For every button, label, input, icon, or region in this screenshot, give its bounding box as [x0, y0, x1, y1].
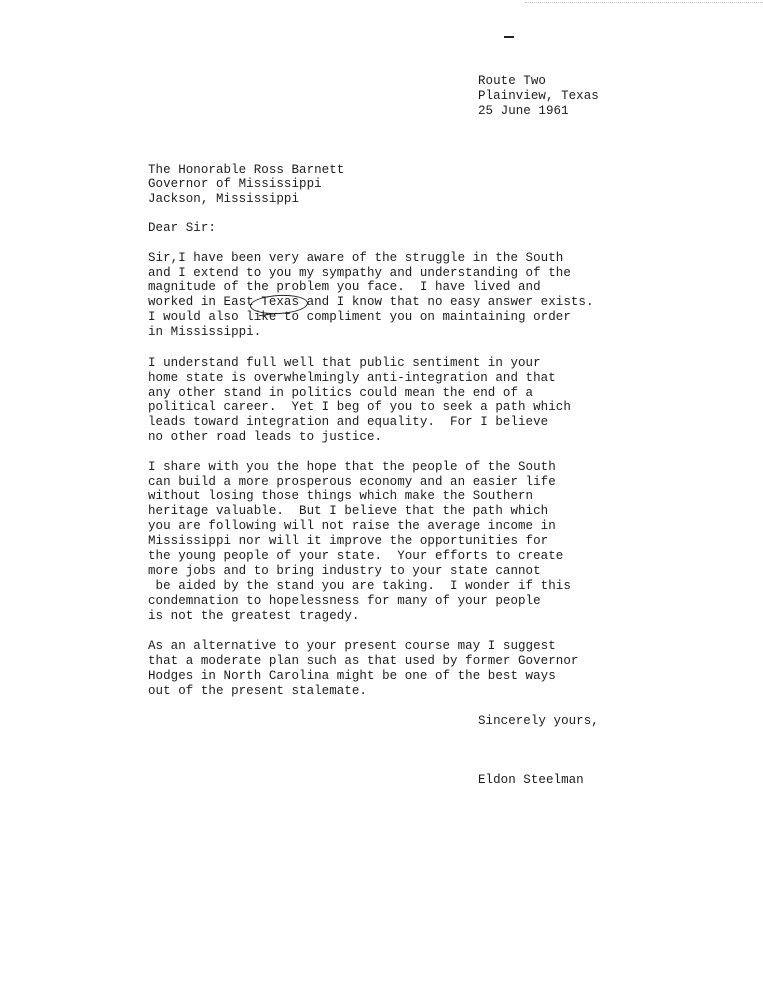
paragraph-4-line: As an alternative to your present course may I suggest [148, 639, 556, 653]
recipient-title: Governor of Mississippi [148, 177, 322, 191]
return-address-line1: Route Two [478, 74, 546, 88]
recipient-name: The Honorable Ross Barnett [148, 163, 345, 177]
paragraph-1-line: I would also like to compliment you on maintaining order [148, 310, 571, 324]
signature-name: Eldon Steelman [478, 773, 584, 787]
paragraph-3-line: can build a more prosperous economy and an easier life [148, 475, 556, 489]
paragraph-1-line: worked in East Texas and I know that no easy answer exists. [148, 295, 594, 309]
recipient-location: Jackson, Mississippi [148, 192, 300, 206]
paragraph-2-line: I understand full well that public sentiment in your [148, 356, 541, 370]
paragraph-3-line: you are following will not raise the average income in [148, 519, 556, 533]
closing: Sincerely yours, [478, 714, 599, 728]
paragraph-3-line: the young people of your state. Your efforts to create [148, 549, 564, 563]
paragraph-4-line: out of the present stalemate. [148, 684, 367, 698]
salutation: Dear Sir: [148, 221, 216, 235]
paragraph-1-line: and I extend to you my sympathy and understanding of the [148, 266, 571, 280]
paragraph-3-line: I share with you the hope that the people of the South [148, 460, 556, 474]
paragraph-2-line: no other road leads to justice. [148, 430, 383, 444]
paragraph-4-line: Hodges in North Carolina might be one of the best ways [148, 669, 556, 683]
paragraph-3-line: Mississippi nor will it improve the opportunities for [148, 534, 549, 548]
paragraph-3-line: be aided by the stand you are taking. I wonder if this [148, 579, 571, 593]
letter-date: 25 June 1961 [478, 104, 569, 118]
paragraph-2-line: leads toward integration and equality. For I believe [148, 415, 549, 429]
paragraph-2-line: political career. Yet I beg of you to seek a path which [148, 400, 571, 414]
pen-dash-mark [504, 36, 514, 38]
paragraph-3-line: is not the greatest tragedy. [148, 609, 360, 623]
paragraph-3-line: without losing those things which make the Southern [148, 489, 534, 503]
scan-edge-dots [525, 2, 763, 3]
paragraph-3-line: heritage valuable. But I believe that the path which [148, 504, 549, 518]
paragraph-1-line: magnitude of the problem you face. I have lived and [148, 280, 541, 294]
paragraph-4-line: that a moderate plan such as that used by former Governor [148, 654, 579, 668]
paragraph-3-line: more jobs and to bring industry to your state cannot [148, 564, 541, 578]
return-address-line2: Plainview, Texas [478, 89, 599, 103]
paragraph-1-line: in Mississippi. [148, 325, 262, 339]
paragraph-2-line: home state is overwhelmingly anti-integration and that [148, 371, 556, 385]
paragraph-2-line: any other stand in politics could mean the end of a [148, 386, 534, 400]
paragraph-3-line: condemnation to hopelessness for many of your people [148, 594, 541, 608]
paragraph-1-line: Sir,I have been very aware of the struggle in the South [148, 251, 564, 265]
